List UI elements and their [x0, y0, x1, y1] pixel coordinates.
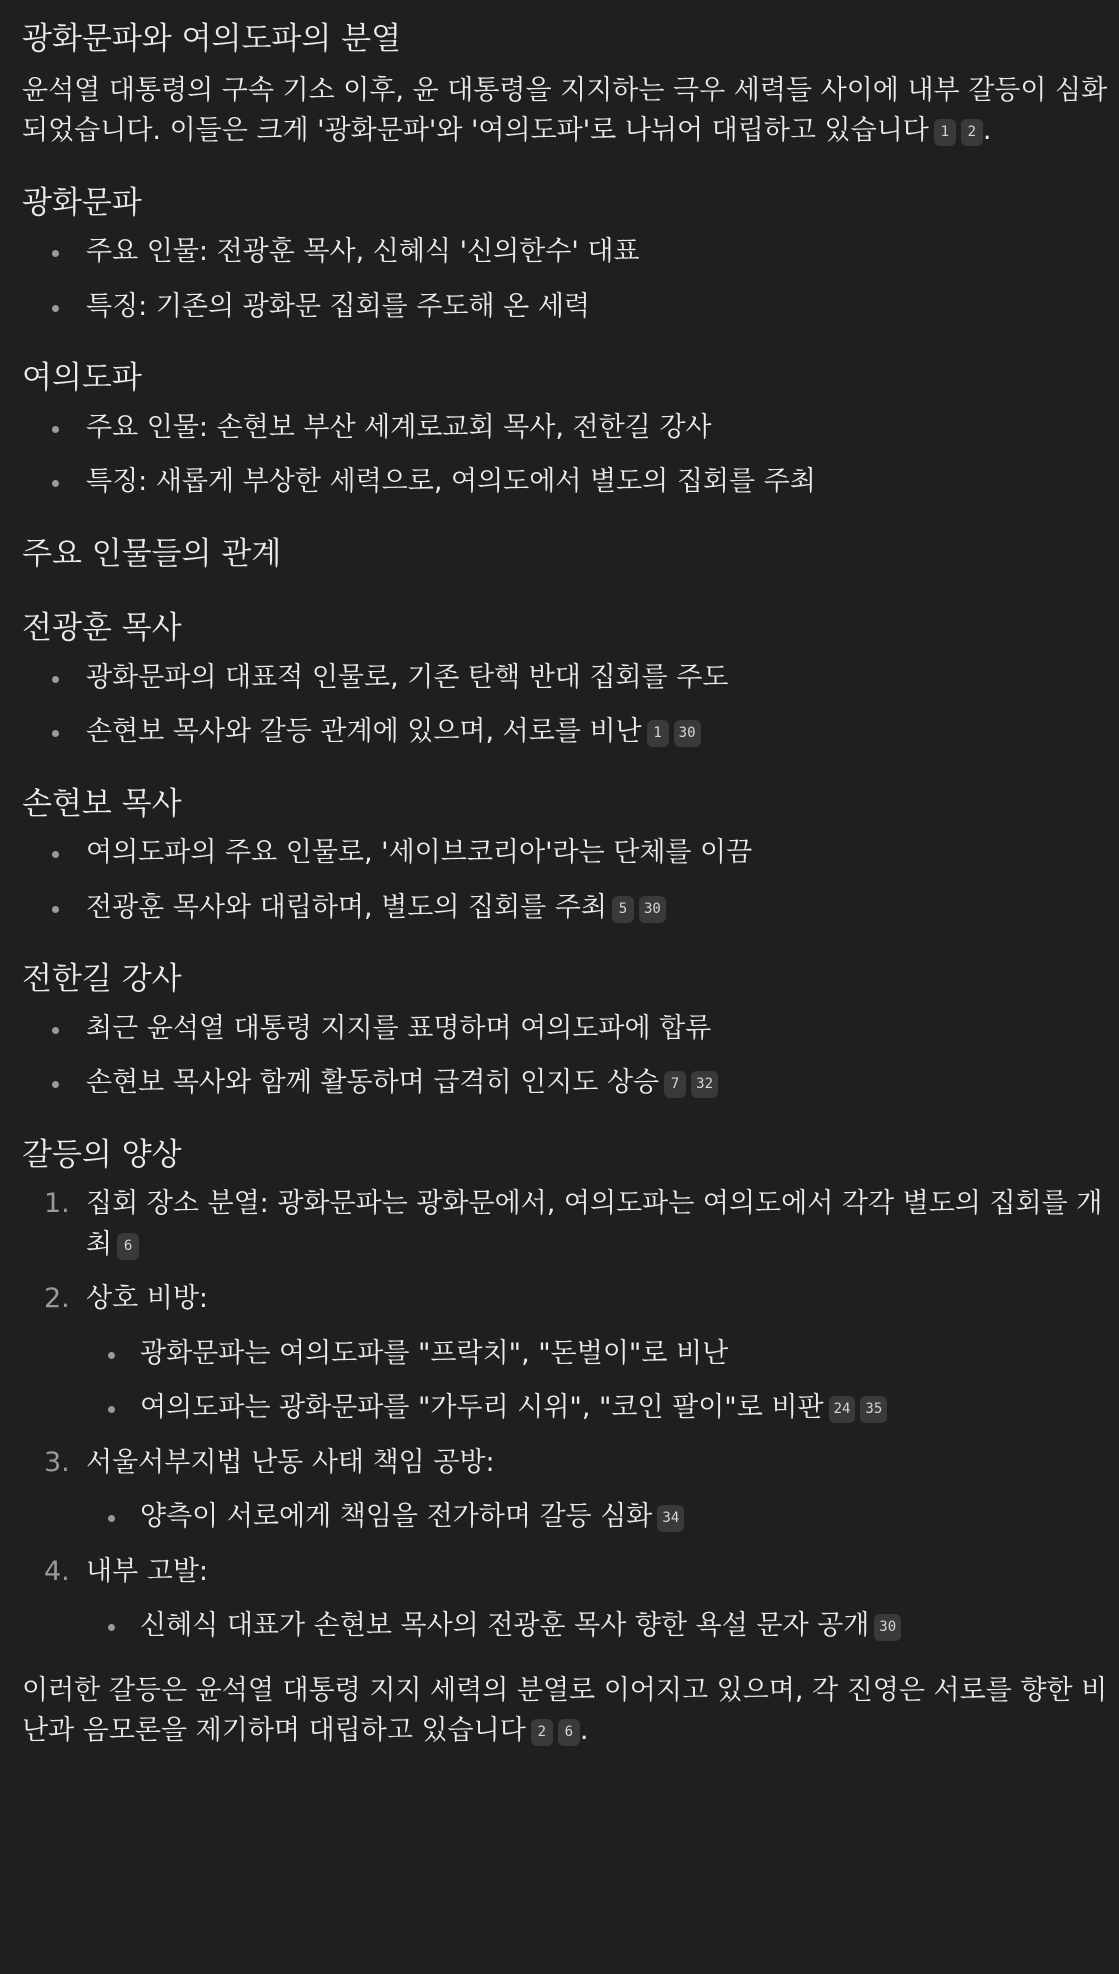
closing-text: 이러한 갈등은 윤석열 대통령 지지 세력의 분열로 이어지고 있으며, 각 진영은 서로를 향한 비난과 음모론을 제기하며 대립하고 있습니다 — [22, 1674, 1108, 1746]
section-heading: 여의도파 — [22, 360, 142, 396]
bullet-list — [22, 232, 1109, 327]
list-item-text: 신혜식 대표가 손현보 목사의 전광훈 목사 향한 욕설 문자 공개 — [140, 1610, 870, 1641]
sub-bullet-list — [86, 1497, 1109, 1538]
section-heading: 주요 인물들의 관계 — [22, 535, 282, 572]
section-relations — [22, 531, 1109, 578]
list-item — [22, 888, 1109, 929]
citation-badge[interactable]: 5 — [612, 896, 634, 923]
list-number: 2. — [44, 1283, 70, 1314]
list-item-text: 손현보 목사와 함께 활동하며 급격히 인지도 상승 — [86, 1067, 660, 1098]
section-gwanghwamun — [22, 180, 1109, 328]
section-jeon-hangil — [22, 956, 1109, 1104]
citation-badge[interactable]: 2 — [531, 1719, 553, 1746]
list-item — [22, 408, 1109, 449]
list-item — [22, 833, 1109, 874]
sub-list-item — [86, 1334, 1109, 1375]
list-item-text: 주요 인물: 전광훈 목사, 신혜식 '신의한수' 대표 — [86, 236, 640, 267]
citation-badge[interactable]: 34 — [657, 1505, 684, 1532]
section-yeouido — [22, 355, 1109, 503]
list-number: 3. — [44, 1446, 70, 1478]
list-item-text: 상호 비방: — [86, 1283, 209, 1314]
citation-badge[interactable]: 30 — [874, 1614, 901, 1641]
citation-badge[interactable]: 1 — [647, 720, 669, 747]
citation-badge[interactable]: 2 — [961, 119, 983, 146]
list-item — [22, 462, 1109, 503]
list-item-text: 최근 윤석열 대통령 지지를 표명하며 여의도파에 합류 — [86, 1012, 712, 1044]
list-item-text: 광화문파는 여의도파를 "프락치", "돈벌이"로 비난 — [140, 1337, 729, 1369]
closing-paragraph — [22, 1671, 1109, 1752]
citation-badge[interactable]: 35 — [860, 1396, 887, 1423]
citation-badge[interactable]: 30 — [639, 896, 666, 923]
list-item — [22, 658, 1109, 699]
citation-badge[interactable]: 6 — [117, 1233, 139, 1260]
section-heading: 손현보 목사 — [22, 785, 182, 822]
list-item-text: 여의도파의 주요 인물로, '세이브코리아'라는 단체를 이끔 — [86, 837, 753, 868]
numbered-list — [22, 1184, 1109, 1647]
list-item — [22, 1184, 1109, 1265]
intro-text: 윤석열 대통령의 구속 기소 이후, 윤 대통령을 지지하는 극우 세력들 사이에 내부 갈등이 심화되었습니다. 이들은 크게 '광화문파'와 '여의도파'로 나뉘어 대립하고 있습니다 — [22, 74, 1108, 146]
list-item — [22, 1279, 1109, 1429]
list-item — [22, 712, 1109, 753]
list-item-text: 전광훈 목사와 대립하며, 별도의 집회를 주최 — [86, 891, 607, 923]
bullet-list — [22, 408, 1109, 503]
list-item-text: 주요 인물: 손현보 부산 세계로교회 목사, 전한길 강사 — [86, 411, 712, 443]
bullet-list — [22, 1009, 1109, 1104]
sub-bullet-list — [86, 1606, 1109, 1647]
citation-badge[interactable]: 6 — [558, 1719, 580, 1746]
list-item — [22, 1063, 1109, 1104]
list-item-text: 집회 장소 분열: 광화문파는 광화문에서, 여의도파는 여의도에서 각각 별도의 집회를 개최 — [86, 1188, 1103, 1260]
list-item-text: 양측이 서로에게 책임을 전가하며 갈등 심화 — [140, 1501, 653, 1532]
list-item — [22, 232, 1109, 273]
closing-period: . — [579, 1715, 589, 1746]
list-item — [22, 1009, 1109, 1050]
list-number: 4. — [44, 1555, 70, 1587]
list-item — [22, 1552, 1109, 1647]
response-title: 광화문파와 여의도파의 분열 — [22, 21, 402, 57]
section-heading: 갈등의 양상 — [22, 1136, 182, 1173]
citation-badge[interactable]: 32 — [691, 1071, 718, 1098]
bullet-list — [22, 658, 1109, 753]
section-son-hyunbo — [22, 781, 1109, 929]
sub-list-item — [86, 1497, 1109, 1538]
citation-badge[interactable]: 1 — [934, 119, 956, 146]
list-item-text: 특징: 기존의 광화문 집회를 주도해 온 세력 — [86, 290, 590, 322]
section-jeon-kwanghoon — [22, 605, 1109, 753]
citation-badge[interactable]: 24 — [829, 1396, 856, 1423]
sub-bullet-list — [86, 1334, 1109, 1429]
citation-badge[interactable]: 30 — [674, 720, 701, 747]
list-number: 1. — [44, 1188, 70, 1219]
list-item-text: 손현보 목사와 갈등 관계에 있으며, 서로를 비난 — [86, 716, 642, 747]
intro-period: . — [982, 115, 992, 146]
list-item — [22, 287, 1109, 328]
sub-list-item — [86, 1388, 1109, 1429]
section-heading: 광화문파 — [22, 184, 142, 221]
bullet-list — [22, 833, 1109, 928]
list-item-text: 내부 고발: — [86, 1555, 209, 1587]
sub-list-item — [86, 1606, 1109, 1647]
intro-paragraph — [22, 71, 1109, 152]
citation-badge[interactable]: 7 — [664, 1071, 686, 1098]
section-heading: 전광훈 목사 — [22, 610, 182, 646]
section-heading: 전한길 강사 — [22, 961, 182, 997]
list-item — [22, 1443, 1109, 1538]
list-item-text: 광화문파의 대표적 인물로, 기존 탄핵 반대 집회를 주도 — [86, 661, 729, 693]
list-item-text: 서울서부지법 난동 사태 책임 공방: — [86, 1446, 495, 1478]
list-item-text: 특징: 새롭게 부상한 세력으로, 여의도에서 별도의 집회를 주최 — [86, 466, 816, 497]
section-conflict — [22, 1132, 1109, 1647]
list-item-text: 여의도파는 광화문파를 "가두리 시위", "코인 팔이"로 비판 — [140, 1392, 824, 1423]
